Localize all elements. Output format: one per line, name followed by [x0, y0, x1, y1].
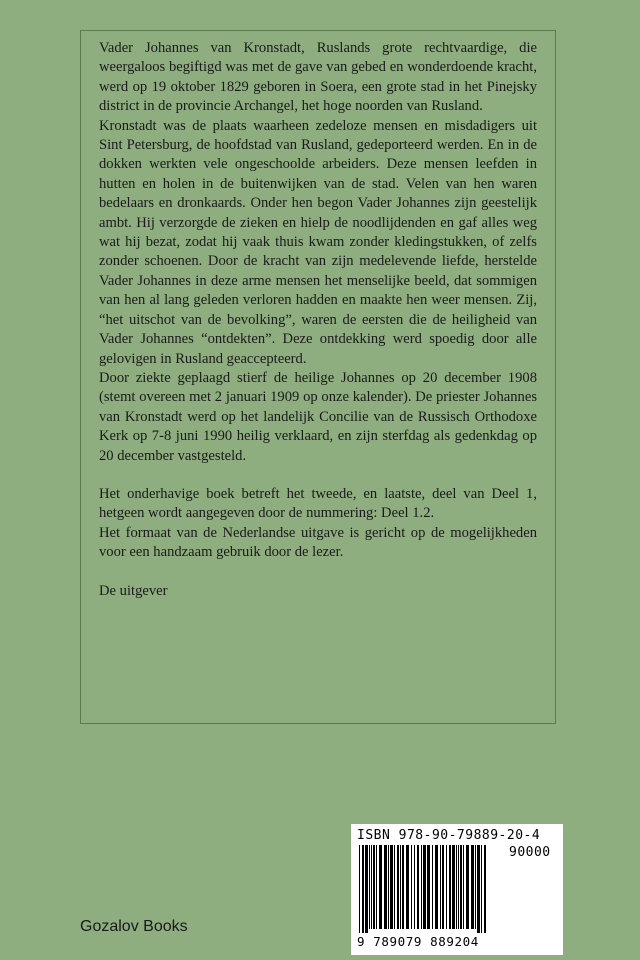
barcode-bar [365, 845, 368, 933]
barcode-bar [421, 845, 422, 929]
barcode-bar [417, 845, 419, 929]
format-note-paragraph: Het formaat van de Nederlandse uitgave is gericht op de mogelijkheden voor een handzaam gebruik door de lezer. [99, 524, 537, 561]
barcode-bar [369, 845, 370, 929]
barcode-bar [477, 845, 480, 933]
barcode-bar [402, 845, 404, 929]
barcode-bar [460, 845, 462, 929]
barcode-bar [373, 845, 375, 929]
barcode-bar [362, 845, 364, 933]
barcode-bar [458, 845, 459, 929]
barcode-bar [400, 845, 401, 929]
barcode-bar [471, 845, 474, 929]
barcode-bar [371, 845, 372, 929]
barcode-bars [357, 845, 503, 933]
barcode-bar [397, 845, 399, 929]
barcode-bar [449, 845, 451, 929]
barcode-bar [376, 845, 377, 929]
barcode-bar [394, 845, 395, 929]
barcode-bar [423, 845, 426, 929]
barcode-bar [414, 845, 415, 929]
barcode-bar [411, 845, 412, 929]
barcode-bar [388, 845, 389, 929]
publisher-name: Gozalov Books [80, 918, 188, 935]
barcode-row [357, 845, 557, 933]
barcode-bar [484, 845, 486, 933]
barcode-bar [379, 845, 382, 929]
edition-note-paragraph: Het onderhavige boek betreft het tweede, en laatste, deel van Deel 1, hetgeen wordt aangegeven door de nummering: Deel 1.2. [99, 485, 537, 522]
publisher-signature: De uitgever [99, 582, 168, 599]
barcode-bar [481, 845, 482, 933]
barcode-bar [446, 845, 447, 929]
biography-paragraph-3: Door ziekte geplaagd stierf de heilige Johannes op 20 december 1908 (stemt overeen met 2 januari 1909 op onze kalender). De priester Johannes van Kronstadt werd op het landelijk Concilie van de Russisch Orthodoxe Kerk op 7-8 juni 1990 heilig verklaard, en zijn sterfdag als gedenkdag op 20 december vastgesteld. [99, 369, 537, 464]
barcode-bar [466, 845, 469, 929]
price-code: 90000 [509, 845, 551, 860]
barcode-bar [452, 845, 455, 929]
barcode-bar [359, 845, 360, 933]
barcode-bar [456, 845, 457, 929]
barcode-bar [475, 845, 476, 929]
barcode-bar [435, 845, 438, 929]
isbn-barcode-box [351, 824, 563, 955]
back-cover-text-frame [80, 30, 556, 724]
barcode-bar [406, 845, 409, 929]
barcode-bar [442, 845, 444, 929]
biography-paragraph-1: Vader Johannes van Kronstadt, Ruslands grote rechtvaardige, die weergaloos begiftigd was met de gave van gebed en wonderdoende kracht, werd op 19 oktober 1829 geboren in Soera, een grote stad in het Pinejsky district in de provincie Archangel, het hoge noorden van Rusland. [99, 40, 537, 115]
biography-paragraph-2: Kronstadt was de plaats waarheen zedeloze mensen en misdadigers uit Sint Petersburg, de hoofdstad van Rusland, gedeporteerd werden. En in de dokken werkten vele ongeschoolde arbeiders. Deze mensen leefden in hutten en holen in de buitenwijken van de stad. Velen van hen waren bedelaars en dronkaards. Onder hen begon Vader Johannes zijn geestelijk ambt. Hij verzorgde de zieken en hielp de noodlijdenden en gaf alles weg wat hij bezat, zodat hij vaak thuis kwam zonder kledingstukken, of zelfs zonder schoenen. Door de kracht van zijn medelevende liefde, herstelde Vader Johannes in deze arme mensen het menselijke beeld, dat sommigen van hen al lang geleden verloren hadden en maakte hen weer mensen. Zij, “het uitschot van de bevolking”, waren de eersten die de heiligheid van Vader Johannes “ontdekten”. Deze ontdekking werd spoedig door alle gelovigen in Rusland geaccepteerd. [99, 117, 537, 367]
isbn-label: ISBN 978-90-79889-20-4 [357, 828, 541, 843]
barcode-bar [440, 845, 441, 929]
barcode-bar [463, 845, 464, 929]
barcode-bar [432, 845, 433, 929]
ean-digits: 9 789079 889204 [357, 934, 479, 949]
barcode-bar [390, 845, 393, 929]
barcode-bar [427, 845, 430, 929]
barcode-bar [384, 845, 387, 929]
